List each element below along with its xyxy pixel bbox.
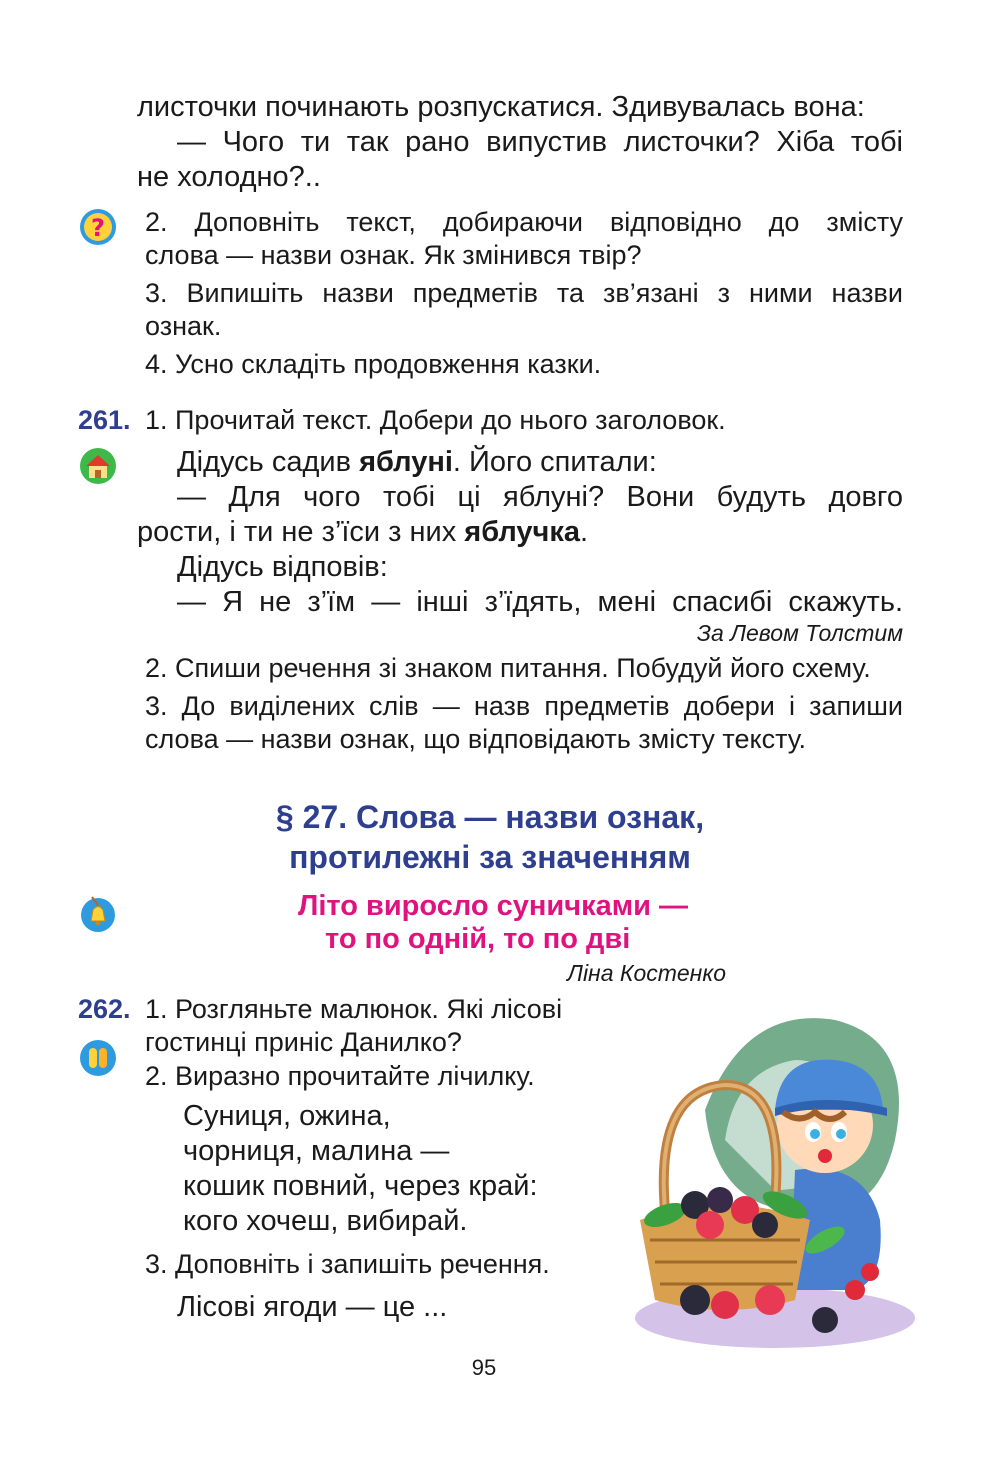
text-line: — Я не з’їм — інші з’їдять, мені спасибі скажуть.	[177, 586, 903, 618]
exercise-number: 262.	[78, 994, 131, 1024]
poem-line: кого хочеш, вибирай.	[183, 1205, 468, 1237]
task-line: гостинці приніс Данилко?	[145, 1027, 462, 1057]
section-title: протилежні за значенням	[289, 839, 691, 875]
task-line: 2. Виразно прочитайте лічилку.	[145, 1061, 535, 1091]
text-line: Лісові ягоди — це ...	[177, 1291, 448, 1323]
task-line: 1. Розгляньте малюнок. Які лісові	[145, 994, 563, 1024]
task-line: 2. Спиши речення зі знаком питання. Побудуй його схему.	[145, 653, 871, 683]
boy-with-berry-basket-illustration	[625, 1000, 935, 1360]
exercise-number: 261.	[78, 405, 131, 435]
epigraph-line: Літо виросло суничками —	[298, 890, 689, 922]
question-icon	[78, 207, 118, 247]
task-line: 3. До виділених слів — назв предметів добери і запиши	[145, 691, 903, 721]
task-line: 3. Доповніть і запишіть речення.	[145, 1249, 550, 1279]
task-line: слова — назви ознак. Як змінився твір?	[145, 240, 642, 270]
bell-icon	[78, 893, 118, 933]
house-icon	[78, 446, 118, 486]
text-line: листочки починають розпускатися. Здивувалась вона:	[137, 91, 865, 123]
section-title: § 27. Слова — назви ознак,	[275, 799, 705, 835]
task-line: слова — назви ознак, що відповідають змісту тексту.	[145, 724, 807, 754]
text: .	[580, 516, 589, 548]
task-line: 3. Випишіть назви предметів та зв’язані з ними назви	[145, 278, 903, 308]
epigraph-author: Ліна Костенко	[567, 960, 726, 986]
task-line: 2. Доповніть текст, добираючи відповідно до змісту	[145, 207, 903, 237]
text-line: — Для чого тобі ці яблуні? Вони будуть довго	[177, 481, 903, 513]
text: рости, і ти не з’їси з них	[137, 516, 465, 548]
task-line: 1. Прочитай текст. Добери до нього заголовок.	[145, 405, 726, 435]
highlighted-word: яблучка	[464, 516, 581, 548]
text-line	[177, 445, 657, 480]
text-line: — Чого ти так рано випустив листочки? Хіба тобі	[177, 126, 903, 158]
task-line: ознак.	[145, 311, 222, 341]
text-line: Дідусь відповів:	[177, 551, 388, 583]
text-line	[137, 515, 588, 550]
poem-line: кошик повний, через край:	[183, 1170, 538, 1202]
hands-icon	[78, 1038, 118, 1078]
text-line: не холодно?..	[137, 161, 321, 193]
poem-line: чорниця, малина —	[183, 1135, 450, 1167]
task-line: 4. Усно складіть продовження казки.	[145, 349, 602, 379]
svg-text:?: ?	[91, 214, 105, 242]
text: . Його спитали:	[452, 446, 657, 478]
epigraph-line: то по одній, то по дві	[325, 923, 631, 955]
poem-line: Суниця, ожина,	[183, 1100, 391, 1132]
source-attribution: За Левом Толстим	[696, 620, 903, 646]
text: Дідусь садив	[177, 446, 360, 478]
highlighted-word: яблуні	[359, 446, 453, 478]
page-number: 95	[471, 1355, 497, 1380]
